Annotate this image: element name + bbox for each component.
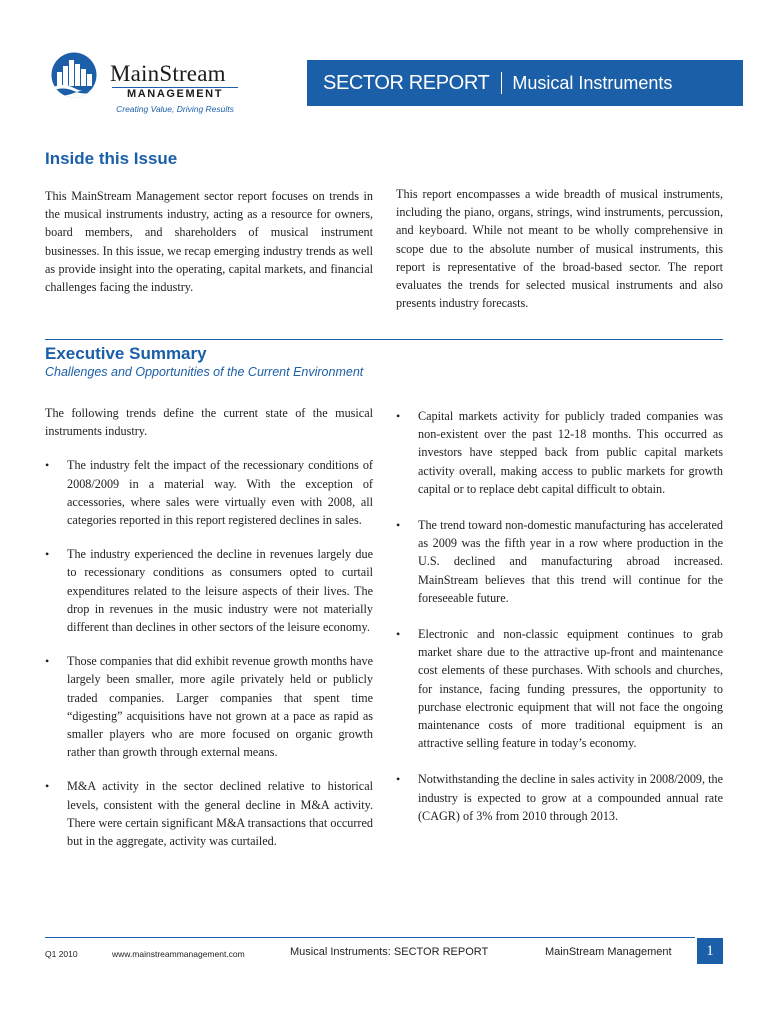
- inside-heading: Inside this Issue: [45, 149, 178, 168]
- inside-right-paragraph: This report encompasses a wide breadth of musical instruments, including the piano, organs, strings, wind instruments, percussion, and keyboard. While not meant to be wholly comprehensive in scope due to the absolute number of musical instruments, this report is representative of the broad-based sector. The report evaluates the trends for selected musical instruments and also presents industry forecasts.: [396, 187, 723, 311]
- section-divider: [45, 339, 723, 340]
- brand-subtitle: MANAGEMENT: [126, 88, 224, 100]
- exec-left-column: [45, 404, 373, 850]
- exec-right-column: [396, 407, 723, 825]
- page-number: 1: [697, 938, 723, 964]
- footer-website[interactable]: www.mainstreammanagement.com: [112, 949, 245, 959]
- mainstream-logo-icon: [51, 52, 97, 98]
- brand-tagline: Creating Value, Driving Results: [116, 104, 234, 114]
- exec-subheading: Challenges and Opportunities of the Current Environment: [45, 365, 364, 379]
- bullet-item: • Capital markets activity for publicly traded companies was non-existent over the past 12-18 months. This occurred as investors have stepped back from public capital markets activity overall, making access to public markets for growth capital or to replace debt capital difficult to obtain.: [396, 407, 723, 498]
- bullet-item: • The industry experienced the decline in revenues largely due to recessionary conditions as consumers opted to curtail expenditures related to the leisure aspects of their lives. The drop in revenues in the music industry were not materially different than declines in other sectors of the leisure economy.: [45, 545, 373, 636]
- exec-heading: Executive Summary: [45, 344, 207, 363]
- bullet-item: • The industry felt the impact of the recessionary conditions of 2008/2009 in a material way. With the exception of accessories, where sales were virtually even with 2008, all categories reported in this report registered declines in sales.: [45, 456, 373, 529]
- footer-company: MainStream Management: [545, 946, 672, 958]
- bullet-item: • Notwithstanding the decline in sales activity in 2008/2009, the industry is expected to grow at a compounded annual rate (CAGR) of 3% from 2010 through 2013.: [396, 770, 723, 825]
- bullet-item: • M&A activity in the sector declined relative to historical levels, consistent with the general decline in M&A activity. There were certain significant M&A transactions that occurred but in the aggregate, activity was curtailed.: [45, 777, 373, 850]
- banner-divider: [501, 72, 502, 94]
- brand-name-part1: Main: [110, 61, 160, 86]
- footer-report-title: Musical Instruments: SECTOR REPORT: [290, 946, 489, 958]
- bullet-item: • Those companies that did exhibit revenue growth months have largely been smaller, more agile privately held or publicly traded companies. Larger companies that spent time “digesting” acquisitions have not grown at a pace as rapid as smaller players who are more focused on organic growth rather than growth through external means.: [45, 652, 373, 761]
- exec-left-bullets: [45, 456, 373, 850]
- footer-quarter: Q1 2010: [45, 949, 78, 959]
- exec-intro: The following trends define the current state of the musical instruments industry.: [45, 406, 373, 439]
- bullet-item: • Electronic and non-classic equipment continues to grab market share due to the attractive up-front and maintenance cost elements of these purchases. With schools and churches, for instance, facing funding pressures, the opportunity to purchase electronic equipment that will not face the ongoing maintenance costs of more traditional equipment is an attractive selling feature in today’s economy.: [396, 625, 723, 752]
- bullet-item: • The trend toward non-domestic manufacturing has accelerated as 2009 was the fifth year in a row where production in the U.S. declined and manufacturing abroad increased. MainStream believes that this trend will continue for the foreseeable future.: [396, 516, 723, 607]
- sector-report-banner: [307, 60, 743, 106]
- brand-name: [110, 61, 226, 87]
- exec-right-bullets: [396, 407, 723, 825]
- brand-name-part2: Stream: [159, 61, 226, 86]
- footer-divider: [45, 937, 695, 938]
- inside-left-paragraph: This MainStream Management sector report focuses on trends in the musical instruments industry, acting as a resource for owners, board members, and shareholders of musical instrument businesses. In this issue, we recap emerging industry trends as well as provide insight into the operating, capital markets, and financial challenges facing the industry.: [45, 189, 373, 295]
- banner-topic: Musical Instruments: [512, 72, 673, 93]
- banner-sector-label: SECTOR REPORT: [323, 71, 490, 94]
